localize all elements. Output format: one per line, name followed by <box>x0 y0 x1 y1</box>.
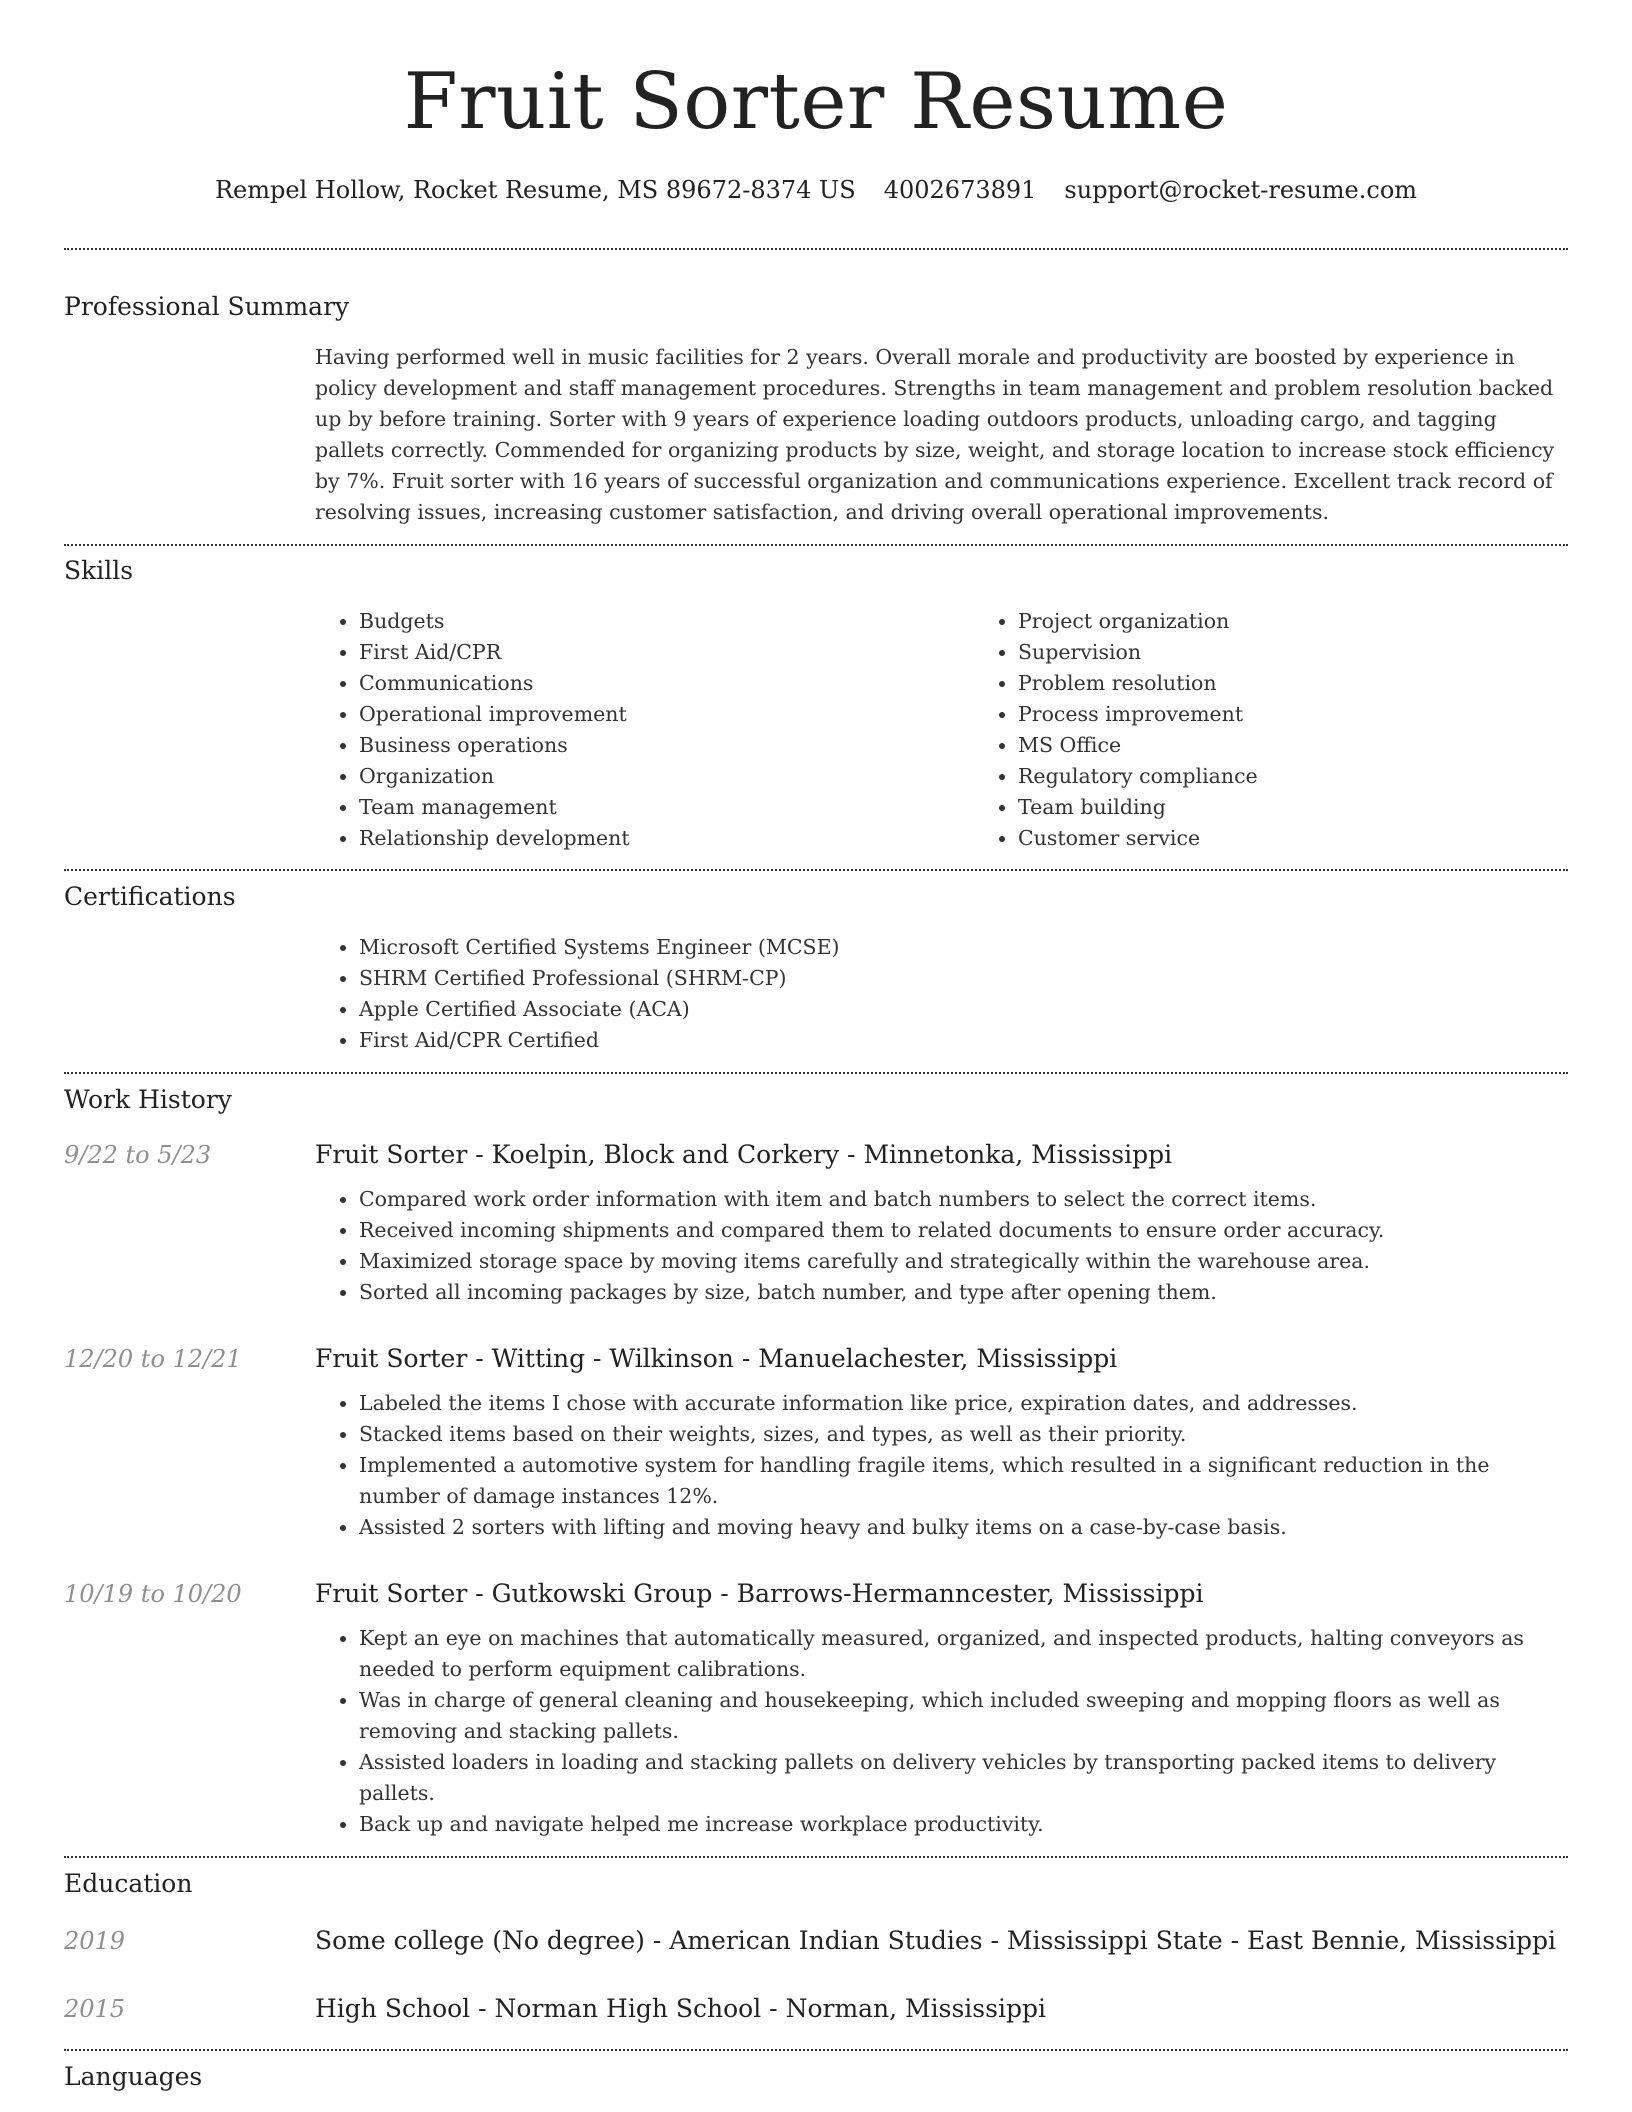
skill-item: • Budgets <box>359 606 974 637</box>
job-bullet: • Maximized storage space by moving items carefully and strategically within the warehouse area. <box>359 1246 1568 1277</box>
summary-text: Having performed well in music facilities for 2 years. Overall morale and productivity are boosted by experience in policy development and staff management procedures. Strengths in team management and problem resolution backed up by before training. Sorter with 9 years of experience loading outdoors products, unloading cargo, and tagging pallets correctly. Commended for organizing products by size, weight, and storage location to increase stock efficiency by 7%. Fruit sorter with 16 years of successful organization and communications experience. Excellent track record of resolving issues, increasing customer satisfaction, and driving overall operational improvements. <box>315 345 1555 524</box>
job-bullets <box>315 1623 1568 1840</box>
job-entry <box>64 1341 1568 1543</box>
summary-section <box>64 290 1568 528</box>
job-bullet: • Kept an eye on machines that automatically measured, organized, and inspected products, halting conveyors as needed to perform equipment calibrations. <box>359 1623 1568 1685</box>
certification-item: • SHRM Certified Professional (SHRM-CP) <box>359 963 1568 994</box>
resume-title: Fruit Sorter Resume <box>403 57 1229 147</box>
skill-item: • Supervision <box>1018 637 1632 668</box>
work-history-section <box>64 1083 1568 1840</box>
job-bullet: • Compared work order information with item and batch numbers to select the correct items. <box>359 1184 1568 1215</box>
skills-heading: Skills <box>64 556 134 585</box>
education-text: Some college (No degree) - American Indian Studies - Mississippi State - East Bennie, Mississippi <box>315 1926 1556 1955</box>
section-divider <box>64 248 1568 250</box>
skill-item: • Communications <box>359 668 974 699</box>
job-entry <box>64 1137 1568 1308</box>
job-bullets <box>315 1388 1568 1543</box>
section-divider <box>64 2049 1568 2051</box>
skills-section <box>64 554 1568 854</box>
section-divider <box>64 1072 1568 1074</box>
skill-item: • Business operations <box>359 730 974 761</box>
education-section <box>64 1867 1568 2027</box>
skills-left-column <box>315 606 974 854</box>
job-bullet: • Back up and navigate helped me increase workplace productivity. <box>359 1809 1568 1840</box>
section-divider <box>64 544 1568 546</box>
summary-heading: Professional Summary <box>64 292 350 321</box>
languages-section <box>64 2060 1568 2094</box>
work-history-heading: Work History <box>64 1085 232 1114</box>
education-text: High School - Norman High School - Norman, Mississippi <box>315 1994 1046 2023</box>
job-bullet: • Labeled the items I chose with accurate information like price, expiration dates, and addresses. <box>359 1388 1568 1419</box>
skills-right-column <box>974 606 1632 854</box>
contact-line <box>64 172 1568 208</box>
certifications-list <box>315 932 1568 1056</box>
contact-phone: 4002673891 <box>883 176 1037 204</box>
section-divider <box>64 1856 1568 1858</box>
job-bullet: • Stacked items based on their weights, sizes, and types, as well as their priority. <box>359 1419 1568 1450</box>
job-bullet: • Assisted 2 sorters with lifting and moving heavy and bulky items on a case-by-case basis. <box>359 1512 1568 1543</box>
contact-address: Rempel Hollow, Rocket Resume, MS 89672-8374 US <box>214 176 856 204</box>
skill-item: • Project organization <box>1018 606 1632 637</box>
education-year: 2015 <box>64 1995 126 2023</box>
contact-email[interactable]: support@rocket-resume.com <box>1064 176 1418 204</box>
skill-item: • Team building <box>1018 792 1632 823</box>
education-entry <box>64 1923 1568 1959</box>
job-dates: 10/19 to 10/20 <box>64 1580 242 1608</box>
certification-item: • Apple Certified Associate (ACA) <box>359 994 1568 1025</box>
job-dates: 9/22 to 5/23 <box>64 1141 212 1169</box>
certifications-section <box>64 880 1568 1056</box>
skill-item: • Team management <box>359 792 974 823</box>
education-heading: Education <box>64 1869 193 1898</box>
job-title: Fruit Sorter - Koelpin, Block and Corkery - Minnetonka, Mississippi <box>315 1140 1173 1169</box>
education-year: 2019 <box>64 1927 126 1955</box>
skills-list <box>315 606 1568 854</box>
job-dates: 12/20 to 12/21 <box>64 1345 242 1373</box>
job-bullet: • Received incoming shipments and compared them to related documents to ensure order accuracy. <box>359 1215 1568 1246</box>
skill-item: • Problem resolution <box>1018 668 1632 699</box>
section-divider <box>64 869 1568 871</box>
skill-item: • Regulatory compliance <box>1018 761 1632 792</box>
skill-item: • Process improvement <box>1018 699 1632 730</box>
languages-heading: Languages <box>64 2062 203 2091</box>
job-bullet: • Sorted all incoming packages by size, batch number, and type after opening them. <box>359 1277 1568 1308</box>
certification-item: • Microsoft Certified Systems Engineer (MCSE) <box>359 932 1568 963</box>
job-bullets <box>315 1184 1568 1308</box>
job-bullet: • Implemented a automotive system for handling fragile items, which resulted in a significant reduction in the number of damage instances 12%. <box>359 1450 1568 1512</box>
skill-item: • Relationship development <box>359 823 974 854</box>
job-title: Fruit Sorter - Gutkowski Group - Barrows-Hermanncester, Mississippi <box>315 1579 1204 1608</box>
skill-item: • Organization <box>359 761 974 792</box>
job-entry <box>64 1576 1568 1840</box>
skill-item: • Customer service <box>1018 823 1632 854</box>
skill-item: • Operational improvement <box>359 699 974 730</box>
job-bullet: • Was in charge of general cleaning and housekeeping, which included sweeping and mopping floors as well as removing and stacking pallets. <box>359 1685 1568 1747</box>
education-entry <box>64 1991 1568 2027</box>
skill-item: • MS Office <box>1018 730 1632 761</box>
resume-page <box>64 0 1568 2094</box>
job-bullet: • Assisted loaders in loading and stacking pallets on delivery vehicles by transporting packed items to delivery pallets. <box>359 1747 1568 1809</box>
certifications-heading: Certifications <box>64 882 236 911</box>
skill-item: • First Aid/CPR <box>359 637 974 668</box>
job-title: Fruit Sorter - Witting - Wilkinson - Manuelachester, Mississippi <box>315 1344 1118 1373</box>
certification-item: • First Aid/CPR Certified <box>359 1025 1568 1056</box>
